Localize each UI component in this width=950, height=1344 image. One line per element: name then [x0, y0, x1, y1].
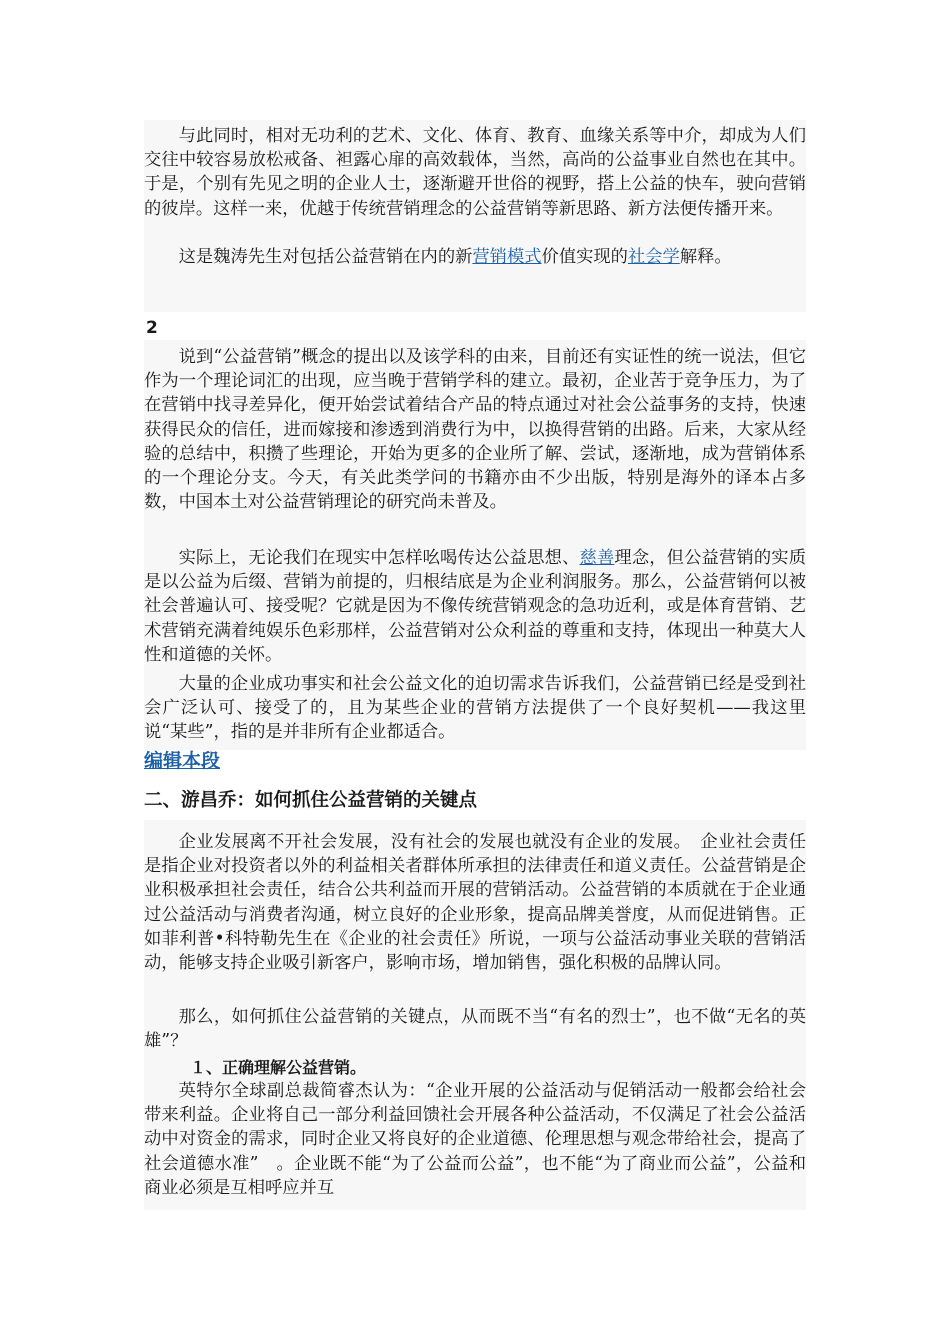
link-marketing-model[interactable]: 营销模式: [472, 247, 542, 267]
paragraph: 与此同时，相对无功利的艺术、文化、体育、教育、血缘关系等中介，却成为人们交往中较容易放松戒备、袒露心扉的高效载体，当然，高尚的公益事业自然也在其中。于是，个别有先见之明的企业人士，逐渐避开世俗的视野，搭上公益的快车，驶向营销的彼岸。这样一来，优越于传统营销理念的公益营销等新思路、新方法便传播开来。: [144, 126, 806, 219]
section-number: 2: [146, 318, 158, 338]
paragraph: 实际上，无论我们在现实中怎样吆喝传达公益思想、慈善理念，但公益营销的实质是以公益为后缀、营销为前提的，归根结底是为企业利润服务。那么，公益营销何以被社会普遍认可、接受呢？它就是因为不像传统营销观念的急功近利，或是体育营销、艺术营销充满着纯娱乐色彩那样，公益营销对公众利益的尊重和支持，体现出一种莫大人性和道德的关怀。: [144, 548, 806, 665]
subheading: １、正确理解公益营销。: [190, 1058, 367, 1077]
paragraph: 大量的企业成功事实和社会公益文化的迫切需求告诉我们，公益营销已经是受到社会广泛认可、接受了的，且为某些企业的营销方法提供了一个良好契机——我这里说“某些”，指的是并非所有企业都适合。: [144, 674, 806, 743]
section-heading: 二、游昌乔：如何抓住公益营销的关键点: [144, 790, 478, 811]
edit-section-link[interactable]: 编辑本段: [144, 750, 221, 772]
link-sociology[interactable]: 社会学: [627, 247, 680, 267]
paragraph: 这是魏涛先生对包括公益营销在内的新营销模式价值实现的社会学解释。: [178, 247, 732, 267]
paragraph: 那么，如何抓住公益营销的关键点，从而既不当“有名的烈士”，也不做“无名的英雄”？: [144, 1007, 806, 1052]
paragraph: 说到“公益营销”概念的提出以及该学科的由来，目前还有实证性的统一说法，但它作为一个理论词汇的出现，应当晚于营销学科的建立。最初，企业苦于竞争压力，为了在营销中找寻差异化，便开始尝试着结合产品的特点通过对社会公益事务的支持，快速获得民众的信任，进而嫁接和渗透到消费行为中，以换得营销的出路。后来，大家从经验的总结中，积攒了些理论，开始为更多的企业所了解、尝试，逐渐地，成为营销体系的一个理论分支。今天，有关此类学问的书籍亦由不少出版，特别是海外的译本占多数，中国本土对公益营销理论的研究尚未普及。: [144, 347, 806, 513]
paragraph: 企业发展离不开社会发展，没有社会的发展也就没有企业的发展。 企业社会责任是指企业对投资者以外的利益相关者群体所承担的法律责任和道义责任。公益营销是企业积极承担社会责任，结合公共利益而开展的营销活动。公益营销的本质就在于企业通过公益活动与消费者沟通，树立良好的企业形象，提高品牌美誉度，从而促进销售。正如菲利普•科特勒先生在《企业的社会责任》所说，一项与公益活动事业关联的营销活动，能够支持企业吸引新客户，影响市场，增加销售，强化积极的品牌认同。: [144, 832, 806, 974]
link-charity[interactable]: 慈善: [579, 548, 615, 568]
paragraph: 英特尔全球副总裁简睿杰认为：“企业开展的公益活动与促销活动一般都会给社会带来利益。企业将自己一部分利益回馈社会开展各种公益活动，不仅满足了社会公益活动中对资金的需求，同时企业又将良好的企业道德、伦理思想与观念带给社会，提高了社会道德水准” 。企业既不能“为了公益而公益”，也不能“为了商业而公益”，公益和商业必须是互相呼应并互: [144, 1081, 806, 1198]
